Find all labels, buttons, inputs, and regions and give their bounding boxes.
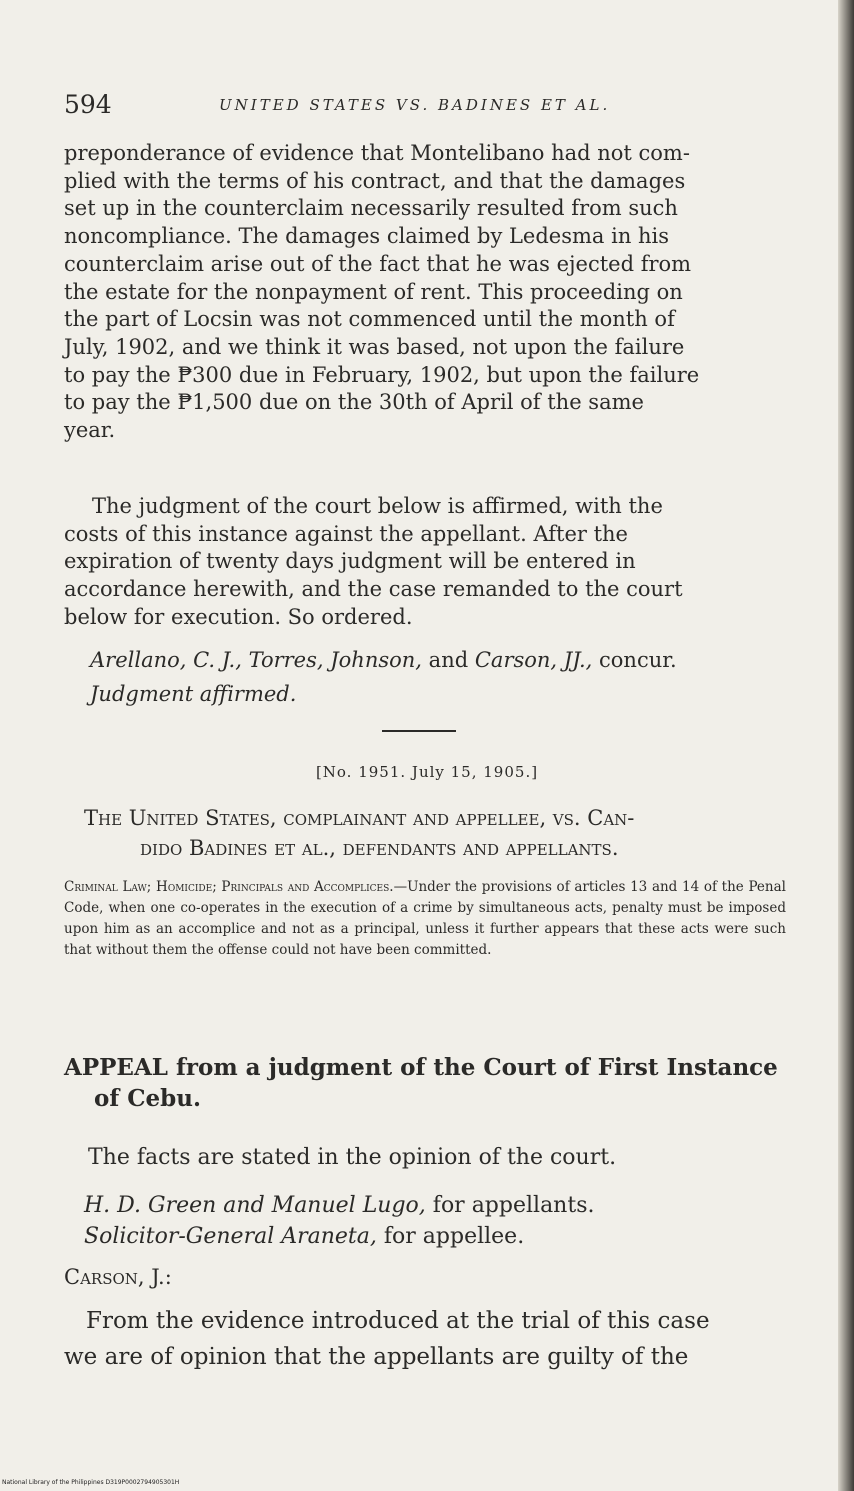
concur-and: and	[428, 648, 469, 672]
opinion-line: From the evidence introduced at the trial of this case	[86, 1308, 710, 1334]
counsel-appellee	[84, 1221, 786, 1252]
page-header	[64, 90, 784, 120]
section-divider	[382, 730, 456, 732]
disposition	[64, 682, 788, 706]
facts-statement: The facts are stated in the opinion of the court.	[88, 1145, 617, 1170]
text-line: costs of this instance against the appellant. After the	[64, 521, 628, 546]
appellants-counsel-names: H. D. Green and Manuel Lugo,	[84, 1193, 426, 1218]
opinion-author: Carson, J.:	[64, 1265, 172, 1289]
page-edge-shadow	[838, 0, 854, 1491]
syllabus-heading: Criminal Law; Homicide; Principals and Accomplices.	[64, 879, 394, 895]
counsel-block	[84, 1190, 786, 1252]
opinion-text	[64, 1303, 786, 1375]
case-title	[64, 803, 786, 863]
appeal-line: of Cebu.	[94, 1085, 201, 1112]
case-title-line: dido Badines et al., defendants and appellants.	[140, 836, 619, 860]
text-line: to pay the ₱300 due in February, 1902, but upon the failure	[64, 362, 700, 387]
text-line: below for execution. So ordered.	[64, 604, 413, 629]
text-line: The judgment of the court below is affirmed, with the	[92, 494, 663, 518]
docket-line: [No. 1951. July 15, 1905.]	[315, 763, 539, 781]
page-number: 594	[64, 90, 112, 119]
text-line: the estate for the nonpayment of rent. This proceeding on	[64, 279, 683, 304]
text-line: noncompliance. The damages claimed by Ledesma in his	[64, 224, 670, 249]
scan-footer: National Library of the Philippines D319P0002794905301H	[2, 1479, 180, 1486]
text-line: counterclaim arise out of the fact that he was ejected from	[64, 251, 692, 276]
text-line: plied with the terms of his contract, and that the damages	[64, 168, 686, 193]
carryover-paragraph	[64, 140, 788, 445]
text-line: to pay the ₱1,500 due on the 30th of April of the same	[64, 390, 644, 415]
text-line: expiration of twenty days judgment will be entered in	[64, 549, 636, 574]
concurring-justices: Arellano, C. J., Torres, Johnson,	[90, 648, 422, 672]
appeal-statement	[64, 1052, 786, 1114]
text-line: accordance herewith, and the case remanded to the court	[64, 577, 683, 602]
text-line: set up in the counterclaim necessarily resulted from such	[64, 196, 678, 221]
text-line: preponderance of evidence that Montelibano had not com-	[64, 141, 690, 165]
appellee-counsel-name: Solicitor-General Araneta,	[84, 1224, 377, 1249]
concurring-justice-carson: Carson, JJ.,	[474, 648, 593, 672]
text-line: the part of Locsin was not commenced until the month of	[64, 307, 675, 332]
appellee-role: for appellee.	[383, 1224, 525, 1249]
judgment-paragraph	[64, 493, 788, 632]
appellants-role: for appellants.	[432, 1193, 595, 1218]
text-line: July, 1902, and we think it was based, not upon the failure	[64, 334, 685, 359]
running-head: UNITED STATES VS. BADINES ET AL.	[219, 96, 611, 114]
syllabus-text: —Under the provisions of articles 13 and 14 of the Penal Code, when one co-operates in the execution of a crime by simultaneous acts, penalty must be imposed upon him as an accomplice and not as a principal, unless it further appears that these acts were such that without them the offense could not have been committed.	[64, 879, 786, 958]
syllabus	[64, 877, 786, 961]
concur-word: concur.	[599, 648, 677, 672]
counsel-appellants	[84, 1190, 786, 1221]
concurrence-line	[64, 648, 788, 672]
case-title-line: The United States, complainant and appellee, vs. Can-	[84, 806, 635, 830]
judgment-affirmed: Judgment affirmed.	[90, 682, 297, 706]
appeal-line: APPEAL from a judgment of the Court of First Instance	[64, 1054, 778, 1081]
opinion-line: we are of opinion that the appellants are guilty of the	[64, 1344, 689, 1370]
text-line: year.	[64, 418, 116, 443]
